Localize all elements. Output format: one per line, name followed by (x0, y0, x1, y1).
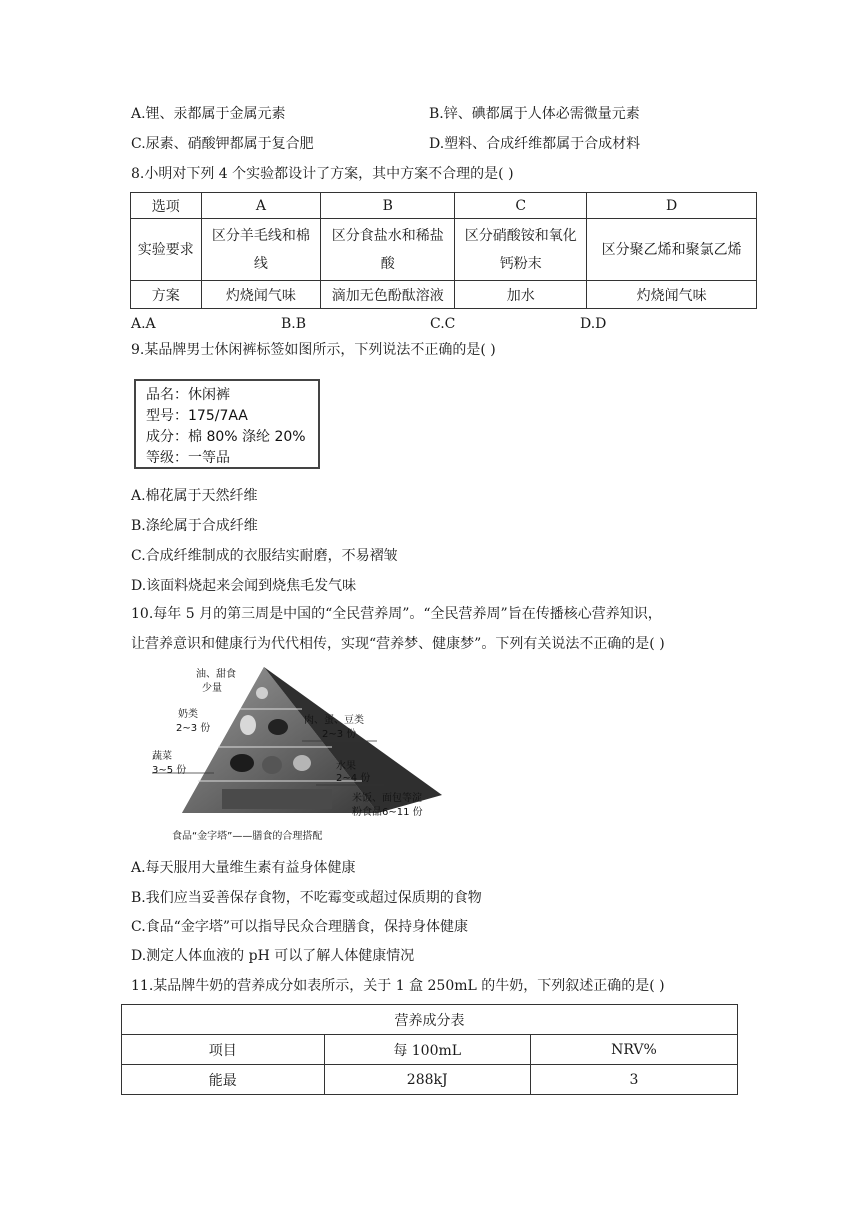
q10-stem-line2: 让营养意识和健康行为代代相传，实现“营养梦、健康梦”。下列有关说法不正确的是( ) (131, 636, 665, 652)
pyramid-grain-amount: 粉食品6~11 份 (352, 807, 423, 818)
q8-plan-b: 滴加无色酚酞溶液 (321, 281, 455, 309)
q8-table-plan-row (131, 281, 757, 309)
q8-plan-label: 方案 (131, 281, 202, 309)
pants-label-image (134, 379, 320, 469)
label-grade: 等级：一等品 (146, 450, 230, 466)
label-composition: 成分：棉 80% 涤纶 20% (146, 429, 306, 445)
q9-option-c: C.合成纤维制成的衣服结实耐磨，不易褶皱 (131, 548, 398, 564)
q11-stem: 11.某品牌牛奶的营养成分如表所示，关于 1 盒 250mL 的牛奶，下列叙述正确的是( ) (131, 978, 665, 994)
q8-header-d: D (587, 193, 757, 219)
q8-answer-d: D.D (580, 316, 607, 332)
q8-header-option: 选项 (131, 193, 202, 219)
q8-requirement-c: 区分硝酸铵和氧化 钙粉末 (455, 219, 587, 281)
q10-option-d: D.测定人体血液的 pH 可以了解人体健康情况 (131, 948, 415, 964)
q8-answer-c: C.C (430, 316, 456, 332)
food-pyramid-drawing (152, 663, 448, 848)
q8-header-a: A (201, 193, 321, 219)
label-model: 型号：175/7AA (146, 408, 248, 424)
q8-header-c: C (455, 193, 587, 219)
q10-option-a: A.每天服用大量维生素有益身体健康 (131, 860, 356, 876)
q10-stem-line1: 10.每年 5 月的第三周是中国的“全民营养周”。“全民营养周”旨在传播核心营养知识， (131, 606, 662, 622)
q9-stem: 9.某品牌男士休闲裤标签如图所示，下列说法不正确的是( ) (131, 342, 496, 358)
q11-table-header-row (122, 1035, 738, 1065)
food-pyramid-image (152, 663, 448, 848)
q11-row1-per100: 288kJ (324, 1065, 530, 1095)
pyramid-veg-amount: 3~5 份 (152, 765, 187, 776)
q11-table-title: 营养成分表 (122, 1005, 738, 1035)
q9-option-a: A.棉花属于天然纤维 (131, 488, 258, 504)
q11-nutrition-table (121, 1004, 738, 1095)
pyramid-milk-label: 奶类 (178, 709, 198, 720)
q11-header-per100: 每 100mL (324, 1035, 530, 1065)
q8-table (130, 192, 757, 309)
pyramid-grain-label: 米饭、面包等淀 (352, 793, 422, 804)
pyramid-caption: 食品“金字塔”——膳食的合理搭配 (172, 831, 323, 842)
q8-answer-a: A.A (131, 316, 156, 332)
q8-requirement-b: 区分食盐水和稀盐 酸 (321, 219, 455, 281)
q9-option-d: D.该面料烧起来会闻到烧焦毛发气味 (131, 578, 357, 594)
pyramid-milk-amount: 2~3 份 (176, 723, 211, 734)
q7-option-d: D.塑料、合成纤维都属于合成材料 (429, 136, 641, 152)
q8-plan-a: 灼烧闻气味 (201, 281, 321, 309)
pyramid-meat-amount: 2~3 份 (322, 729, 357, 740)
pyramid-oil-label: 油、甜食 (196, 669, 236, 680)
pyramid-meat-label: 肉、蛋、豆类 (304, 715, 364, 726)
q11-table-title-row (122, 1005, 738, 1035)
q7-option-c: C.尿素、硝酸钾都属于复合肥 (131, 136, 314, 152)
q8-requirement-d: 区分聚乙烯和聚氯乙烯 (587, 219, 757, 281)
q11-table-row (122, 1065, 738, 1095)
q8-requirement-a: 区分羊毛线和棉 线 (201, 219, 321, 281)
q7-option-b: B.锌、碘都属于人体必需微量元素 (429, 106, 640, 122)
pyramid-fruit-label: 水果 (336, 761, 356, 772)
q8-requirement-label: 实验要求 (131, 219, 202, 281)
q11-header-item: 项目 (122, 1035, 325, 1065)
q8-stem: 8.小明对下列 4 个实验都设计了方案，其中方案不合理的是( ) (131, 166, 514, 182)
q8-plan-c: 加水 (455, 281, 587, 309)
q11-header-nrv: NRV% (530, 1035, 737, 1065)
q8-header-b: B (321, 193, 455, 219)
pyramid-oil-amount: 少量 (202, 683, 222, 694)
q8-plan-d: 灼烧闻气味 (587, 281, 757, 309)
q7-option-a: A.锂、汞都属于金属元素 (131, 106, 286, 122)
q8-answer-b: B.B (281, 316, 307, 332)
pyramid-veg-label: 蔬菜 (152, 751, 172, 762)
label-product-name: 品名：休闲裤 (146, 387, 230, 403)
q10-option-b: B.我们应当妥善保存食物，不吃霉变或超过保质期的食物 (131, 890, 482, 906)
q10-option-c: C.食品“金字塔”可以指导民众合理膳食，保持身体健康 (131, 919, 468, 935)
q8-table-requirement-row (131, 219, 757, 281)
q9-option-b: B.涤纶属于合成纤维 (131, 518, 258, 534)
q11-row1-nrv: 3 (530, 1065, 737, 1095)
pyramid-fruit-amount: 2~4 份 (336, 773, 371, 784)
q8-table-header-row (131, 193, 757, 219)
q11-row1-item: 能最 (122, 1065, 325, 1095)
